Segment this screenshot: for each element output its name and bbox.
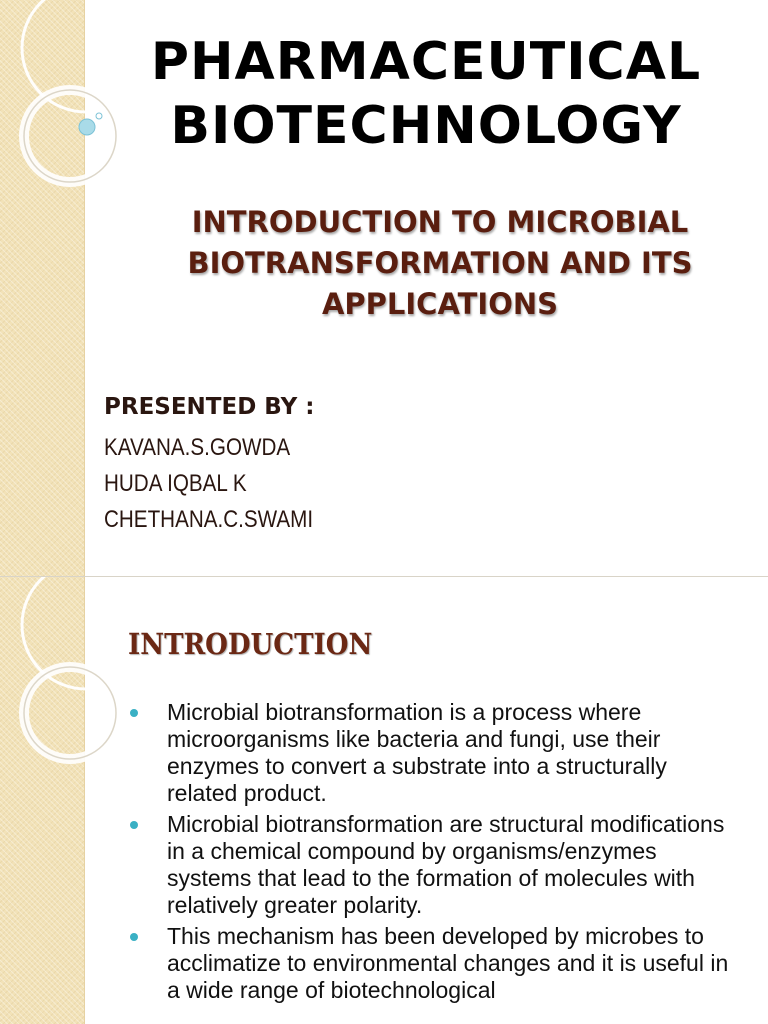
bullet-dot-icon [130,821,138,829]
bullet-list [128,699,738,1008]
bullet-item [128,699,738,807]
presenter-name: CHETHANA.C.SWAMI [104,506,314,533]
title-line-1: PHARMACEUTICAL [150,32,702,92]
bullet-dot-icon [130,933,138,941]
presenter-name: KAVANA.S.GOWDA [104,434,291,461]
title-line-2: BIOTECHNOLOGY [170,96,682,156]
bullet-dot-icon [130,709,138,717]
bullet-item [128,923,738,1004]
presentation-subtitle [130,202,750,325]
subtitle-line-3: APPLICATIONS [321,287,559,321]
presenter-name: HUDA IQBAL K [104,470,247,497]
presentation-title [84,30,768,158]
bullet-text: Microbial biotransformation is a process where microorganisms like bacteria and fungi, use their enzymes to convert a substrate into a structurally related product. [167,699,667,806]
decorative-circles-graphic [0,577,140,777]
subtitle-line-1: INTRODUCTION TO MICROBIAL [191,205,689,239]
presenter-list [104,430,347,538]
bullet-item [128,811,738,919]
subtitle-line-2: BIOTRANSFORMATION AND ITS [187,246,693,280]
slide-introduction [0,577,768,1024]
bullet-text: This mechanism has been developed by microbes to acclimatize to environmental changes and it is useful in a wide range of biotechnological [167,923,729,1003]
presented-by-label: PRESENTED BY : [104,394,315,420]
section-heading: INTRODUCTION [128,627,373,661]
bullet-text: Microbial biotransformation are structural modifications in a chemical compound by organisms/enzymes systems that lead to the formation of molecules with relatively greater polarity. [167,811,725,918]
